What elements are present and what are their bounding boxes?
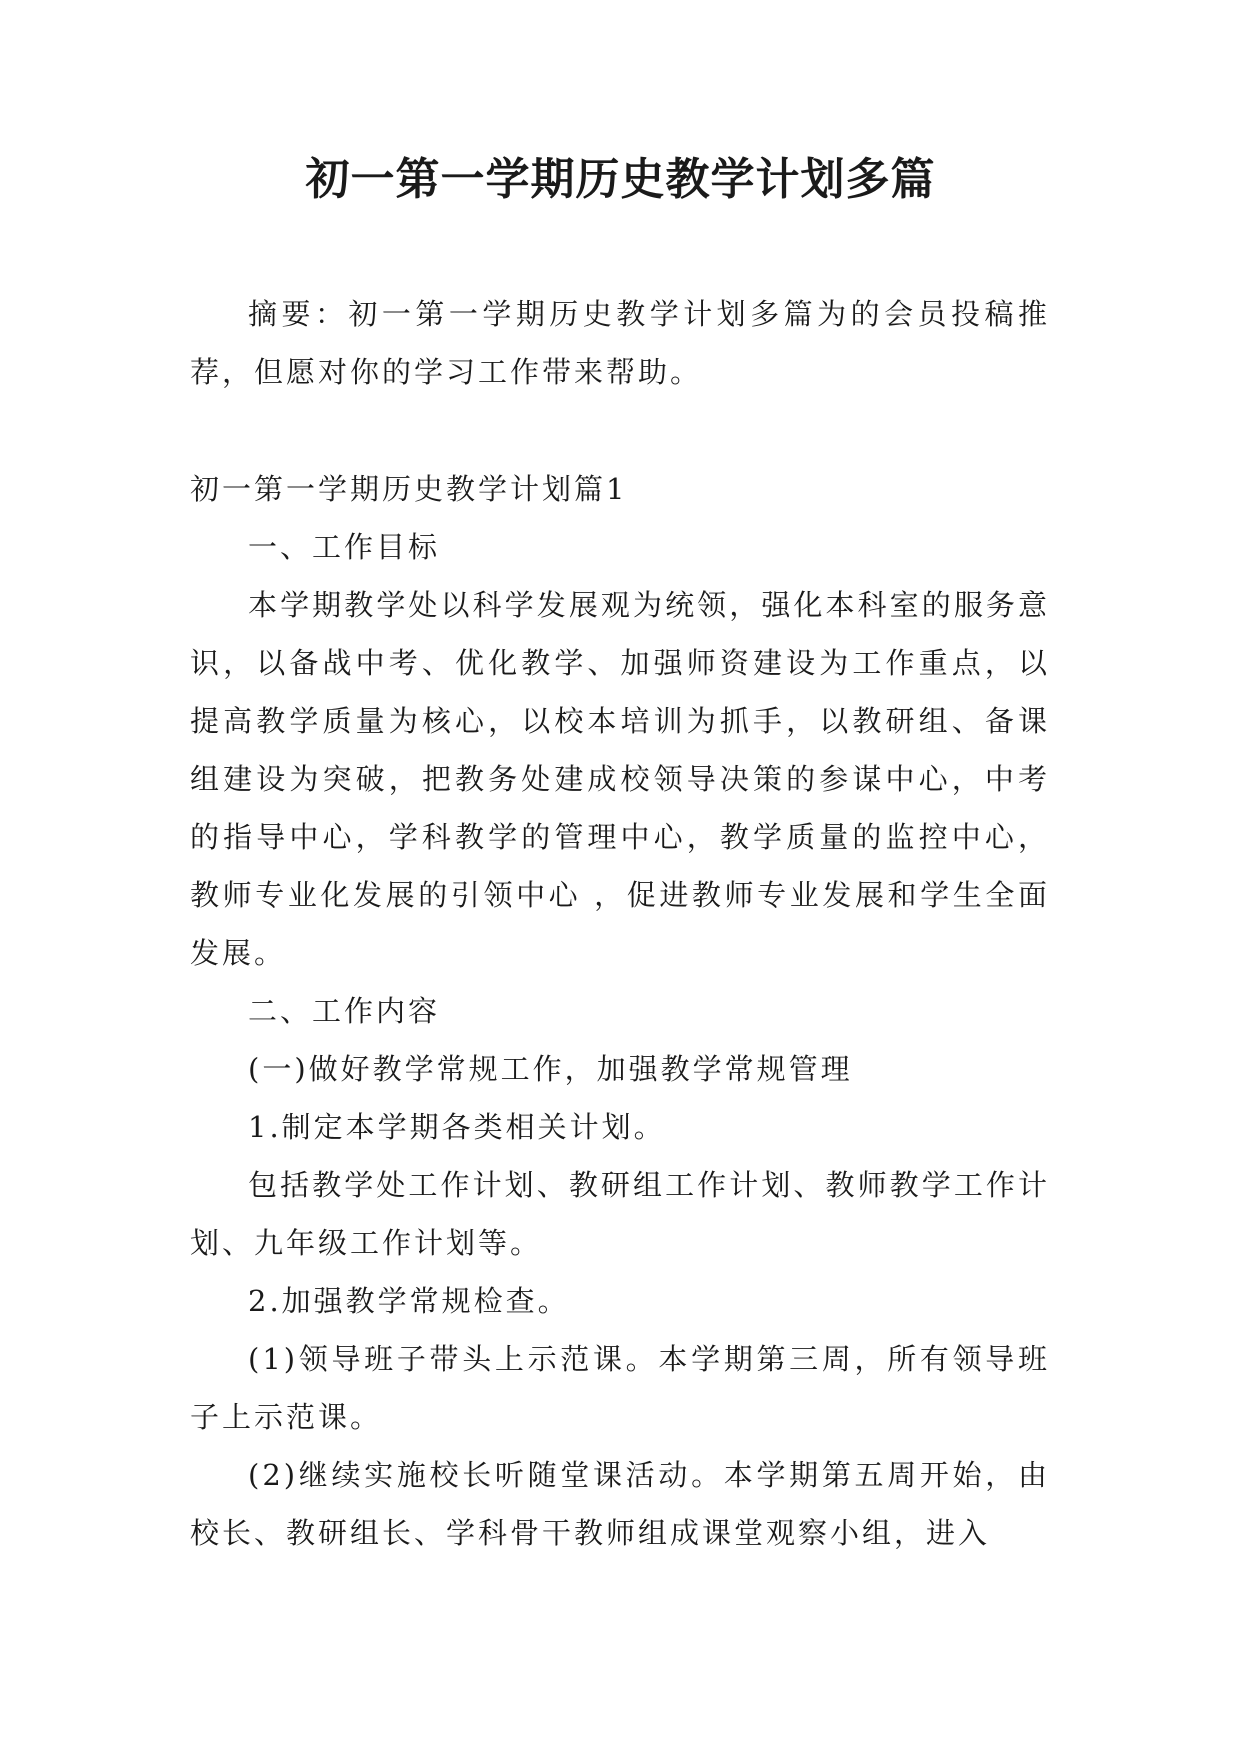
abstract-paragraph: 摘要：初一第一学期历史教学计划多篇为的会员投稿推荐，但愿对你的学习工作带来帮助。 bbox=[190, 297, 1050, 389]
paragraph-plans-detail: 包括教学处工作计划、教研组工作计划、教师教学工作计划、九年级工作计划等。 bbox=[190, 1168, 1050, 1260]
heading-work-goals: 一、工作目标 bbox=[248, 530, 441, 564]
item-2-2-lesson-observation: (2)继续实施校长听随堂课活动。本学期第五周开始，由校长、教研组长、学科骨干教师组成课堂观察小组，进入 bbox=[190, 1458, 1050, 1550]
abstract-block bbox=[190, 285, 1050, 401]
item-2-1-demo-lessons: (1)领导班子带头上示范课。本学期第三周，所有领导班子上示范课。 bbox=[190, 1342, 1050, 1434]
subheading-teaching-routine: (一)做好教学常规工作，加强教学常规管理 bbox=[248, 1052, 853, 1086]
item-2-inspection: 2.加强教学常规检查。 bbox=[248, 1284, 570, 1318]
section-heading: 初一第一学期历史教学计划篇1 bbox=[190, 472, 628, 506]
heading-work-content: 二、工作内容 bbox=[248, 994, 441, 1028]
document-body bbox=[190, 460, 1050, 1562]
item-1-plans: 1.制定本学期各类相关计划。 bbox=[248, 1110, 666, 1144]
paragraph-work-goals: 本学期教学处以科学发展观为统领，强化本科室的服务意识，以备战中考、优化教学、加强师资建设为工作重点，以提高教学质量为核心，以校本培训为抓手，以教研组、备课组建设为突破，把教务处建成校领导决策的参谋中心，中考的指导中心，学科教学的管理中心，教学质量的监控中心，教师专业化发展的引领中心 ，促进教师专业发展和学生全面发展。 bbox=[190, 588, 1050, 970]
document-title: 初一第一学期历史教学计划多篇 bbox=[305, 154, 936, 205]
